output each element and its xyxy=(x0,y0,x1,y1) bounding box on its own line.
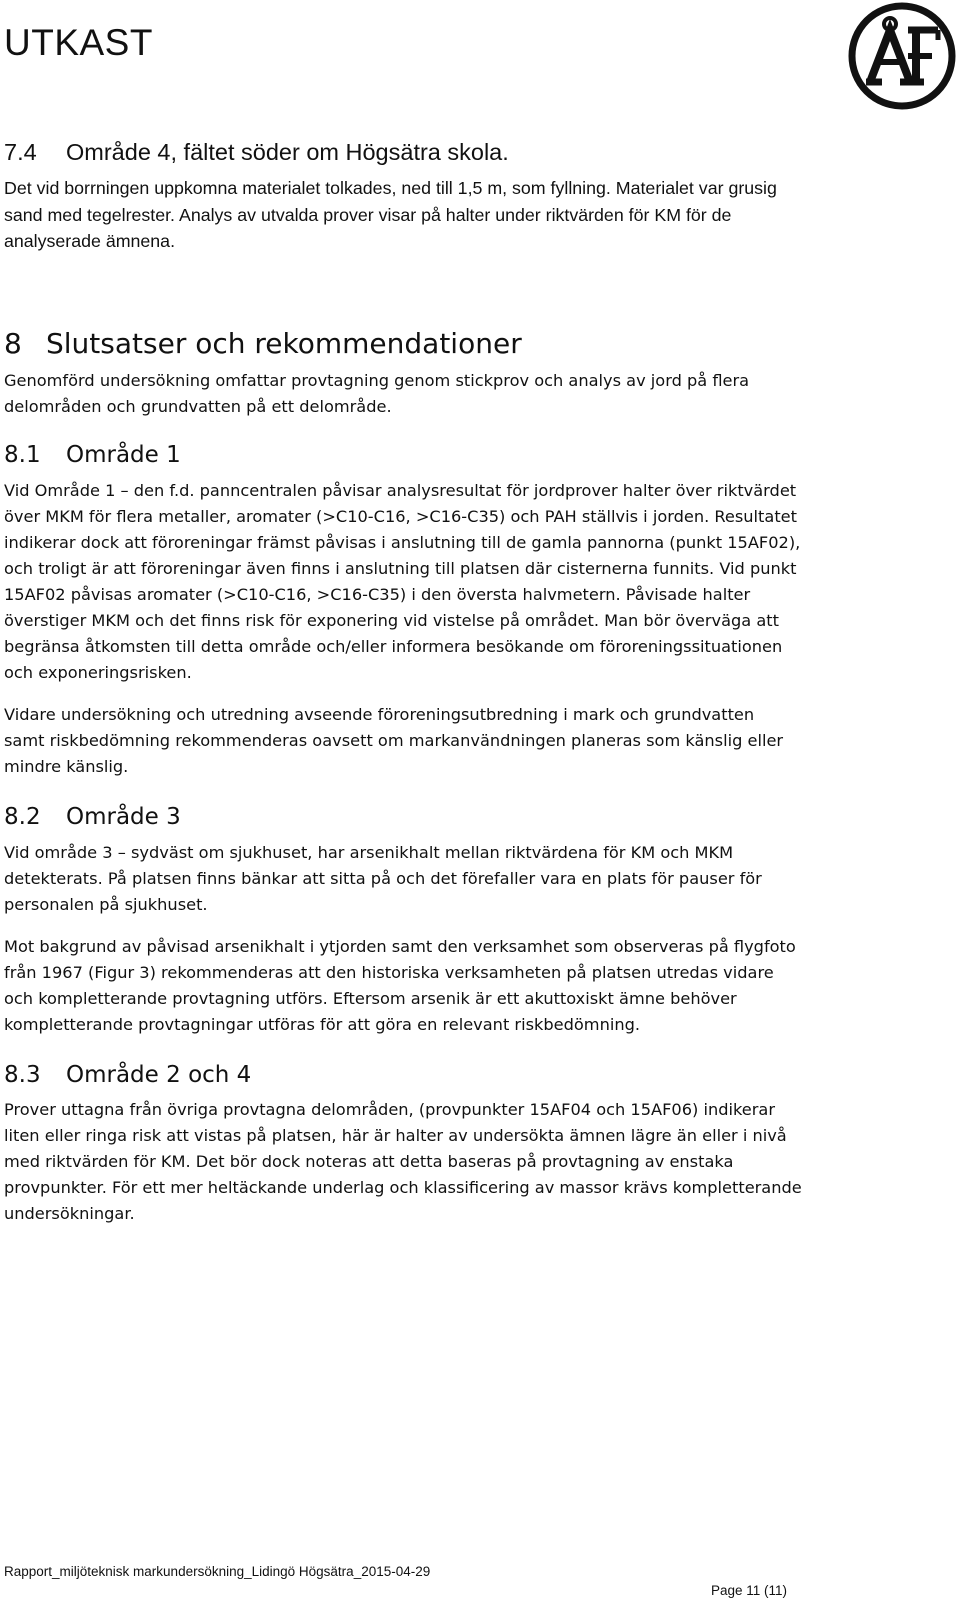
section-8-number: 8 xyxy=(4,326,22,360)
section-8-2-title: Område 3 xyxy=(66,804,181,831)
footer-page-label: Page 11 (11) xyxy=(711,1583,788,1598)
section-8-1-number: 8.1 xyxy=(4,442,41,469)
section-7-4-title: Område 4, fältet söder om Högsätra skola. xyxy=(66,139,509,165)
section-7-4-number: 7.4 xyxy=(4,139,37,165)
section-8-title: Slutsatser och rekommendationer xyxy=(46,326,522,360)
section-7-4-body: Det vid borrningen uppkomna materialet tolkades, ned till 1,5 m, som fyllning. Materialet var grusig sand med tegelrester. Analys av utvalda prover visar på halter under riktvärden för KM för de analyserade ämnena. xyxy=(4,178,777,252)
section-8-1-heading xyxy=(4,442,804,470)
section-8-1-body-1: Vid Område 1 – den f.d. panncentralen påvisar analysresultat för jordprover halter över riktvärdet över MKM för flera metaller, aromater (>C10-C16, >C16-C35) och PAH ställvis i jorden. Resultatet indikerar dock att föroreningar främst påvisas i anslutning till de gamla pannorna (punkt 15AF02), och troligt är att föroreningar även finns i anslutning till platsen där cisternerna funnits. Vid punkt 15AF02 påvisas aromater (>C10-C16, >C16-C35) i den översta halvmetern. Påvisade halter överstiger MKM och det finns risk för exponering vid vistelse på området. Man bör överväga att begränsa åtkomsten till detta område och/eller informera besökande om föroreningssituationen och exponeringsrisken. xyxy=(4,481,801,683)
section-8-2-body-1: Vid område 3 – sydväst om sjukhuset, har arsenikhalt mellan riktvärdena för KM och MKM detekterats. På platsen finns bänkar att sitta på och det förefaller vara en plats för pauser för personalen på sjukhuset. xyxy=(4,842,762,914)
section-8-2-body-2: Mot bakgrund av påvisad arsenikhalt i ytjorden samt den verksamhet som observeras på flygfoto från 1967 (Figur 3) rekommenderas att den historiska verksamheten på platsen utredas vidare och kompletterande provtagning utförs. Eftersom arsenik är ett akuttoxiskt ämne behöver kompletterande provtagningar utföras för att göra en relevant riskbedömning. xyxy=(4,936,796,1034)
section-8-body: Genomförd undersökning omfattar provtagning genom stickprov och analys av jord på flera delområden och grundvatten på ett delområde. xyxy=(4,371,750,417)
section-8-3-body: Prover uttagna från övriga provtagna delområden, (provpunkter 15AF04 och 15AF06) indikerar liten eller ringa risk att vistas på platsen, här är halter av undersökta ämnen lägre än eller i nivå med riktvärden för KM. Det bör dock noteras att detta baseras på provtagning av enstaka provpunkter. För ett mer heltäckande underlag och klassificering av massor krävs kompletterande undersökningar. xyxy=(4,1100,802,1224)
section-8-1-body-2: Vidare undersökning och utredning avseende föroreningsutbredning i mark och grundvatten samt riskbedömning rekommenderas oavsett om markanvändningen planeras som känslig eller mindre känslig. xyxy=(4,705,784,777)
section-8-2-heading xyxy=(4,804,804,832)
section-8-1-title: Område 1 xyxy=(66,442,181,469)
document-content xyxy=(4,138,804,1227)
section-8-3-number: 8.3 xyxy=(4,1061,41,1088)
section-8-heading xyxy=(4,327,804,361)
draft-label: UTKAST xyxy=(4,22,153,63)
company-logo-icon xyxy=(846,0,958,112)
footer-document-name: Rapport_miljöteknisk markundersökning_Lidingö Högsätra_2015-04-29 xyxy=(4,1564,431,1579)
section-8-2-number: 8.2 xyxy=(4,804,41,831)
section-7-4-heading xyxy=(4,138,804,167)
section-8-3-title: Område 2 och 4 xyxy=(66,1061,252,1088)
section-8-3-heading xyxy=(4,1062,804,1090)
